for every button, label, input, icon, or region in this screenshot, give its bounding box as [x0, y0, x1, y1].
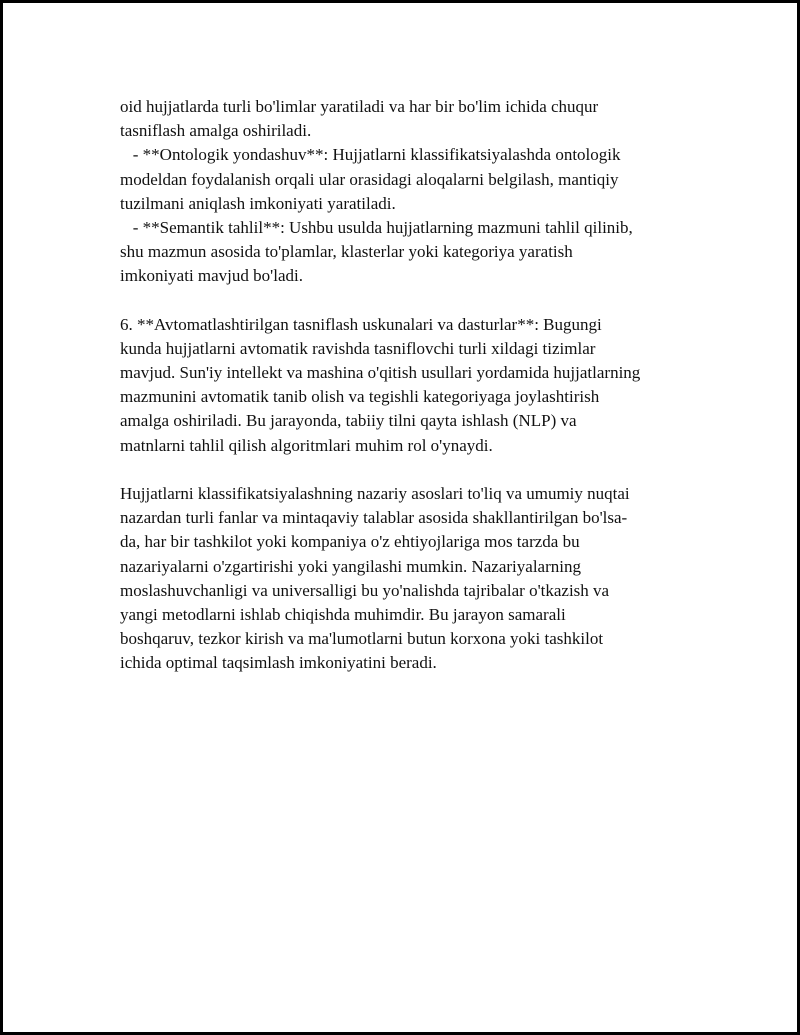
text-line: - **Semantik tahlil**: Ushbu usulda hujjatlarning mazmuni tahlil qilinib,	[120, 217, 633, 237]
text-line: mazmunini avtomatik tanib olish va tegishli kategoriyaga joylashtirish	[120, 387, 600, 407]
text-line: shu mazmun asosida to'plamlar, klasterlar yoki kategoriya yaratish	[120, 242, 573, 262]
text-line: tuzilmani aniqlash imkoniyati yaratiladi.	[120, 193, 396, 213]
text-line: tasniflash amalga oshiriladi.	[120, 121, 312, 141]
paragraph-spacer	[120, 458, 688, 482]
paragraph-conclusion	[120, 482, 688, 676]
text-line: nazardan turli fanlar va mintaqaviy talablar asosida shakllantirilgan bo'lsa-	[120, 508, 628, 528]
paragraph-classification-approaches	[120, 95, 688, 289]
paragraph-automated-tools	[120, 313, 688, 458]
text-line: Hujjatlarni klassifikatsiyalashning nazariy asoslari to'liq va umumiy nuqtai	[120, 484, 630, 503]
text-line: yangi metodlarni ishlab chiqishda muhimdir. Bu jarayon samarali	[120, 604, 566, 624]
text-line: ichida optimal taqsimlash imkoniyatini beradi.	[120, 653, 437, 673]
text-line: amalga oshiriladi. Bu jarayonda, tabiiy tilni qayta ishlash (NLP) va	[120, 411, 577, 431]
text-line: moslashuvchanligi va universalligi bu yo'nalishda tajribalar o'tkazish va	[120, 580, 610, 600]
document-body	[120, 95, 688, 676]
text-line: boshqaruv, tezkor kirish va ma'lumotlarni butun korxona yoki tashkilot	[120, 629, 604, 649]
text-line: kunda hujjatlarni avtomatik ravishda tasniflovchi turli xildagi tizimlar	[120, 338, 596, 358]
text-line: modeldan foydalanish orqali ular orasidagi aloqalarni belgilash, mantiqiy	[120, 169, 619, 189]
paragraph-spacer	[120, 289, 688, 313]
text-line: nazariyalarni o'zgartirishi yoki yangilashi mumkin. Nazariyalarning	[120, 556, 581, 576]
text-line: matnlarni tahlil qilish algoritmlari muhim rol o'ynaydi.	[120, 435, 493, 455]
text-line: imkoniyati mavjud bo'ladi.	[120, 266, 303, 286]
text-line: da, har bir tashkilot yoki kompaniya o'z ehtiyojlariga mos tarzda bu	[120, 532, 580, 552]
text-line: oid hujjatlarda turli bo'limlar yaratiladi va har bir bo'lim ichida chuqur	[120, 97, 599, 116]
text-line: 6. **Avtomatlashtirilgan tasniflash uskunalari va dasturlar**: Bugungi	[120, 314, 602, 334]
text-line: - **Ontologik yondashuv**: Hujjatlarni klassifikatsiyalashda ontologik	[120, 145, 621, 165]
text-line: mavjud. Sun'iy intellekt va mashina o'qitish usullari yordamida hujjatlarning	[120, 363, 641, 383]
